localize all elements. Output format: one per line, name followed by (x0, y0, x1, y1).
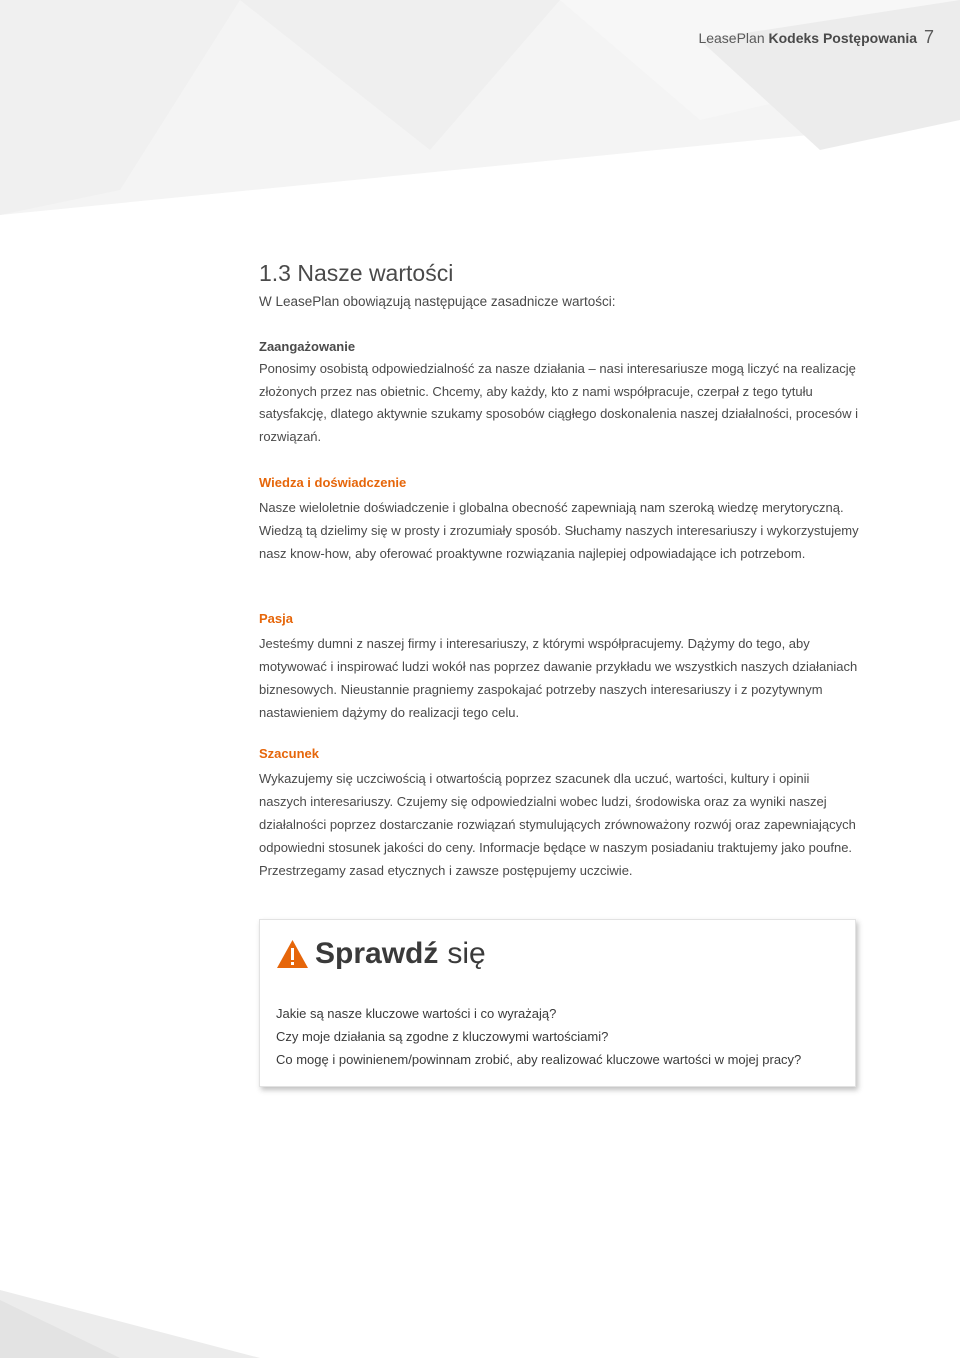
page-header (698, 27, 934, 48)
value-body: Nasze wieloletnie doświadczenie i globalna obecność zapewniają nam szeroką wiedzę merytoryczną. Wiedzą tą dzielimy się w prosty i zrozumiały sposób. Słuchamy naszych interesariuszy i wykorzystujemy nasz know-how, aby oferować proaktywne rozwiązania najlepiej odpowiadające ich potrzebom. (259, 500, 859, 561)
self-check-title-bold: Sprawdź (315, 937, 439, 970)
self-check-box (259, 919, 856, 1087)
self-check-questions (276, 1002, 801, 1071)
value-heading: Zaangażowanie (259, 339, 356, 354)
value-body: Jesteśmy dumni z naszej firmy i interesariuszy, z którymi współpracujemy. Dążymy do tego, aby motywować i inspirować ludzi wokół nas poprzez dawanie przykładu we wszystkich naszych działaniach biznesowych. Nieustannie pragniemy zaspokajać potrzeby naszych interesariuszy i z pozytywnym nastawieniem dążymy do realizacji tego celu. (259, 636, 858, 720)
section-intro: W LeasePlan obowiązują następujące zasadnicze wartości: (259, 294, 616, 309)
value-body: Ponosimy osobistą odpowiedzialność za nasze działania – nasi interesariusze mogą liczyć na realizację złożonych przez nas obietnic. Chcemy, aby każdy, kto z nami współpracuje, czerpał z tego tytułu satysfakcję, dlatego aktywnie szukamy sposobów ciągłego doskonalenia naszej działalności, procesów i rozwiązań. (259, 361, 859, 444)
header-brand: LeasePlan (698, 30, 765, 46)
list-item: Co mogę i powinienem/powinnam zrobić, aby realizować kluczowe wartości w mojej pracy? (276, 1052, 802, 1067)
header-document-title: Kodeks Postępowania (768, 30, 918, 46)
list-item: Jakie są nasze kluczowe wartości i co wyrażają? (276, 1006, 557, 1021)
value-block-commitment (259, 338, 859, 448)
value-heading: Wiedza i doświadczenie (259, 475, 407, 490)
page-number: 7 (923, 27, 934, 47)
value-block-passion (259, 610, 859, 724)
self-check-title-light: się (447, 937, 486, 970)
list-item: Czy moje działania są zgodne z kluczowymi wartościami? (276, 1029, 609, 1044)
value-body: Wykazujemy się uczciwością i otwartością poprzez szacunek dla uczuć, wartości, kultury i opinii naszych interesariuszy. Czujemy się odpowiedzialni wobec ludzi, środowiska oraz za wyniki naszej działalności poprzez dostarczanie rozwiązań stymulujących zrównoważony rozwój oraz zapewniających odpowiedni stosunek jakości do ceny. Informacje będące w naszym posiadaniu traktujemy jako poufne. Przestrzegamy zasad etycznych i zawsze postępujemy uczciwie. (259, 771, 856, 878)
self-check-title (276, 934, 486, 974)
value-block-knowledge (259, 474, 859, 565)
value-heading: Szacunek (259, 746, 319, 761)
value-heading: Pasja (259, 611, 293, 626)
value-block-respect (259, 745, 859, 882)
warning-triangle-icon (276, 939, 309, 969)
section-title: 1.3 Nasze wartości (259, 260, 454, 286)
main-content (259, 258, 859, 878)
